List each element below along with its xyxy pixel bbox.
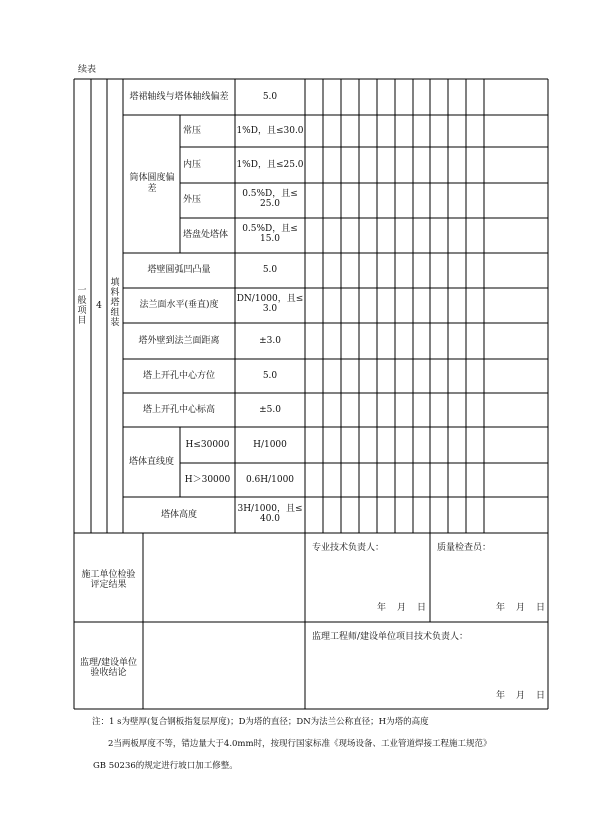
value-skirt-axis: 5.0 [262,92,278,102]
value-opening-elevation: ±5.0 [259,405,281,415]
construction-label-line2: 评定结果 [90,580,127,590]
item-flange-level: 法兰面水平(垂直)度 [139,300,219,310]
item-straight-low: H≤30000 [185,440,230,450]
value-straight-high: 0.6H/1000 [245,475,295,485]
supervision-label-line2: 验收结论 [90,668,127,678]
category-group-label: 填料塔组装 [110,278,120,328]
value-internal-pressure: 1%D，且≤25.0 [236,160,304,170]
note-line-3: GB 50236的规定进行坡口加工修整。 [93,761,238,771]
item-skirt-axis: 塔裙轴线与塔体轴线偏差 [129,92,229,102]
construction-label-line1: 施工单位检验 [81,570,136,580]
supervision-date-year: 年 [496,691,506,701]
supervision-engineer-label: 监理工程师/建设单位项目技术负责人： [312,632,469,642]
value-arc-convex: 5.0 [262,265,278,275]
group-straightness: 塔体直线度 [128,457,174,467]
value-opening-orientation: 5.0 [262,371,278,381]
inspector-date-day: 日 [536,603,546,613]
item-normal-pressure: 常压 [183,126,202,136]
inspector-label: 质量检查员： [437,543,492,553]
supervision-label-line1: 监理/建设单位 [79,658,138,668]
item-external-pressure: 外压 [183,195,202,205]
supervision-date-month: 月 [516,691,526,701]
value-tray-section-line1: 0.5%D，且≤ [242,224,298,234]
inspector-date-month: 月 [516,603,526,613]
construction-date-month: 月 [397,603,407,613]
value-external-pressure-line1: 0.5%D，且≤ [242,189,298,199]
item-tray-section: 塔盘处塔体 [183,230,229,240]
construction-date-day: 日 [417,603,427,613]
value-height-line1: 3H/1000，且≤ [237,504,303,514]
value-flange-distance: ±3.0 [259,336,281,346]
item-opening-elevation: 塔上开孔中心标高 [142,405,215,415]
value-normal-pressure: 1%D，且≤30.0 [236,126,304,136]
value-flange-level-line2: 3.0 [262,304,278,314]
value-height-line2: 40.0 [259,514,281,524]
item-internal-pressure: 内压 [183,160,202,170]
item-arc-convex: 塔壁圆弧凹凸量 [147,265,211,275]
note-line-1: 注：1 s为壁厚(复合钢板指复层厚度)；D为塔的直径；DN为法兰公称直径；H为塔的高度 [92,717,429,727]
value-external-pressure-line2: 25.0 [259,199,281,209]
value-tray-section-line2: 15.0 [259,234,281,244]
category-general-label: 一般项目 [77,286,87,326]
continued-label: 续表 [78,65,97,75]
item-height: 塔体高度 [160,510,197,520]
construction-date-year: 年 [377,603,387,613]
value-flange-level-line1: DN/1000，且≤ [236,294,304,304]
inspector-date-year: 年 [496,603,506,613]
item-flange-distance: 塔外壁到法兰面距离 [138,336,220,346]
group-roundness: 筒体圆度偏差 [129,173,175,194]
category-index: 4 [96,301,102,311]
item-straight-high: H＞30000 [184,475,231,485]
tech-lead-label: 专业技术负责人： [312,543,385,553]
note-line-2: 2当两板厚度不等，错边量大于4.0mm时，按现行国家标准《现场设备、工业管道焊接工程施工规范》 [108,739,492,749]
item-opening-orientation: 塔上开孔中心方位 [142,371,215,381]
supervision-date-day: 日 [536,691,546,701]
value-straight-low: H/1000 [253,440,287,450]
